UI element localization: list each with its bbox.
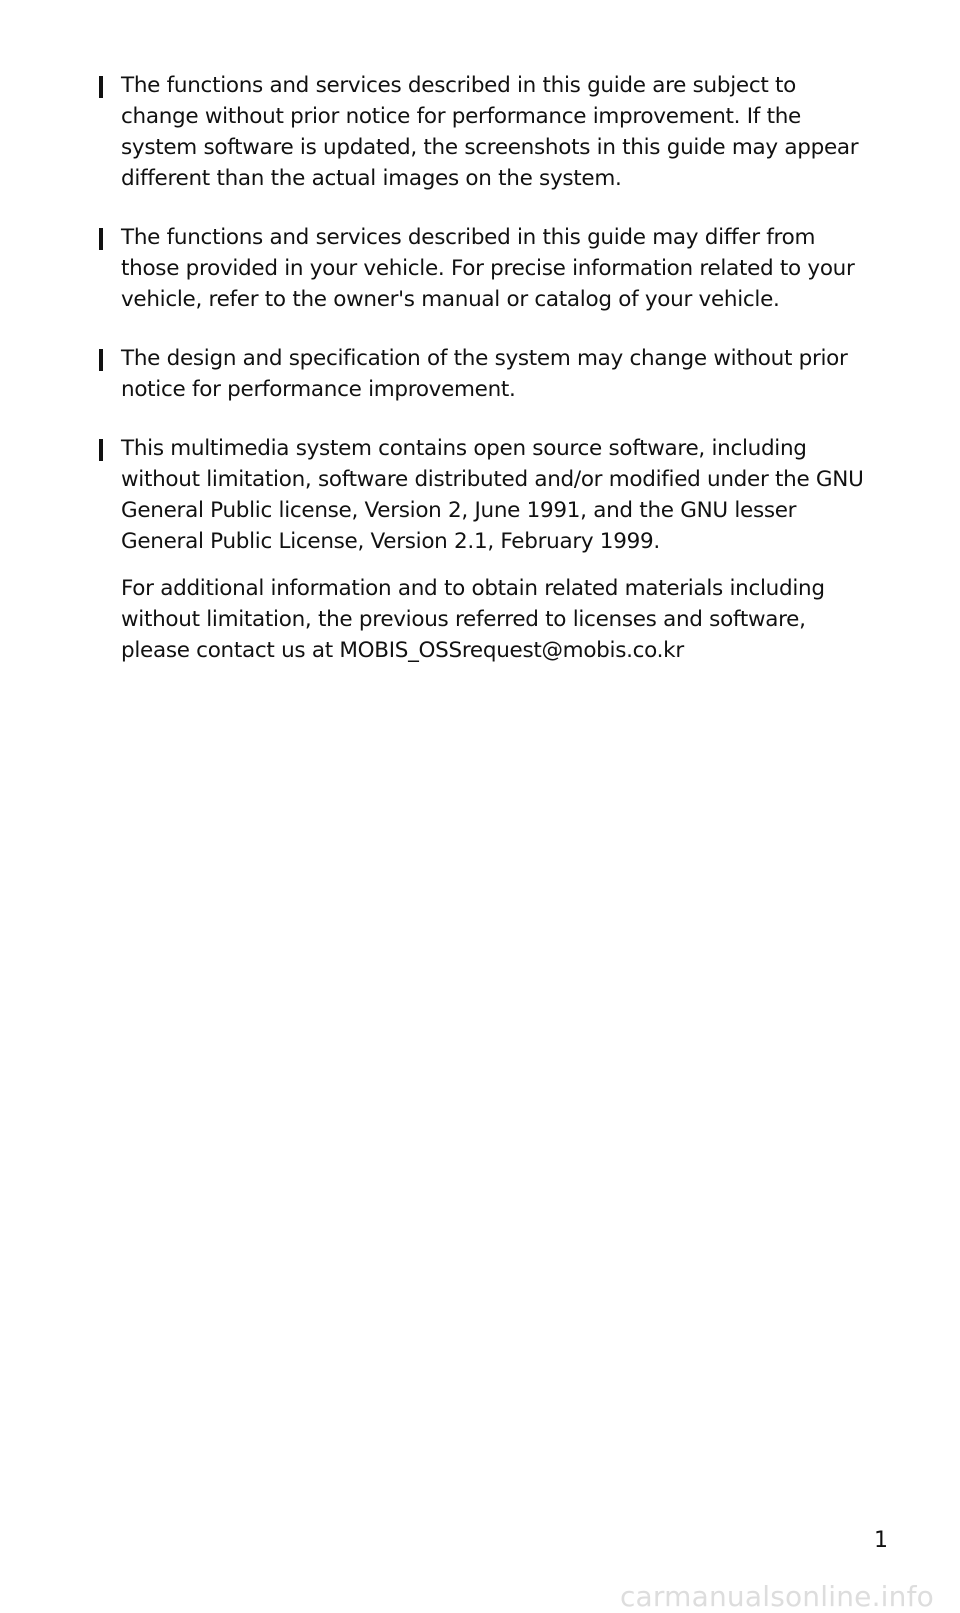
notice-text: This multimedia system contains open source software, including without limitation, software distributed and/or modified under the GNU General Public license, Version 2, June 1991, and the GNU lesser General Public License, Version 2.1, February 1999. bbox=[121, 436, 864, 554]
notice-text: The functions and services described in this guide may differ from those provided in your vehicle. For precise information related to your vehicle, refer to the owner's manual or catalog of your vehicle. bbox=[121, 225, 855, 312]
notice-open-source bbox=[99, 433, 879, 666]
notice-design-change bbox=[99, 343, 879, 405]
page-number: 1 bbox=[874, 1528, 888, 1553]
notice-text: The functions and services described in this guide are subject to change without prior notice for performance improvement. If the system software is updated, the screenshots in this guide may appear different than the actual images on the system. bbox=[121, 73, 859, 191]
bullet-bar-icon bbox=[99, 228, 103, 250]
bullet-bar-icon bbox=[99, 439, 103, 461]
notice-functions-differ bbox=[99, 222, 879, 315]
notices-list bbox=[99, 70, 879, 694]
notice-functions-change bbox=[99, 70, 879, 194]
bullet-bar-icon bbox=[99, 349, 103, 371]
bullet-bar-icon bbox=[99, 76, 103, 98]
watermark-text: carmanualsonline.info bbox=[619, 1580, 934, 1613]
notice-text: The design and specification of the system may change without prior notice for performance improvement. bbox=[121, 346, 848, 402]
notice-contact-text: For additional information and to obtain related materials including without limitation, the previous referred to licenses and software, please contact us at MOBIS_OSSrequest@mobis.co.kr bbox=[121, 576, 825, 663]
